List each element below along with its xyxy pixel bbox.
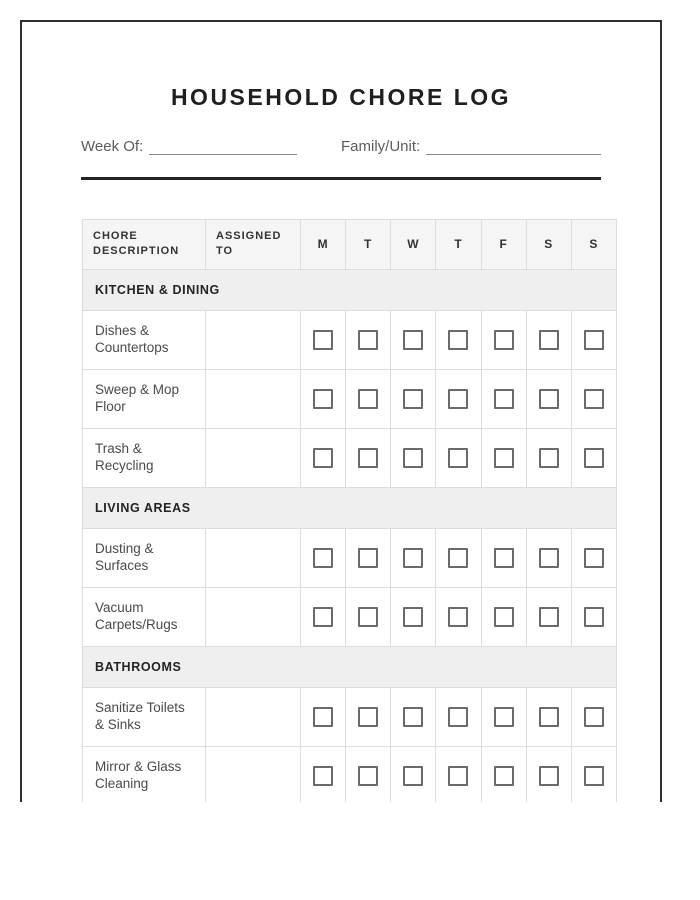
chore-table-body: [83, 269, 617, 802]
col-header-day-fri: F: [481, 219, 526, 269]
day-cell: [526, 587, 571, 646]
day-checkbox[interactable]: [584, 389, 604, 409]
day-cell: [391, 687, 436, 746]
day-checkbox[interactable]: [448, 389, 468, 409]
day-cell: [481, 587, 526, 646]
week-of-blank[interactable]: [149, 139, 297, 155]
day-checkbox[interactable]: [313, 707, 333, 727]
assigned-to-cell[interactable]: [206, 310, 301, 369]
header-divider: [81, 177, 601, 180]
day-checkbox[interactable]: [358, 707, 378, 727]
day-checkbox[interactable]: [494, 707, 514, 727]
chore-row: [83, 369, 617, 428]
header-row: [83, 219, 617, 269]
day-cell: [346, 310, 391, 369]
chore-description: Dishes & Countertops: [83, 310, 206, 369]
day-checkbox[interactable]: [448, 607, 468, 627]
day-cell: [301, 587, 346, 646]
day-cell: [391, 587, 436, 646]
chore-description: Dusting & Surfaces: [83, 528, 206, 587]
day-checkbox[interactable]: [403, 766, 423, 786]
day-cell: [391, 528, 436, 587]
day-cell: [346, 528, 391, 587]
day-checkbox[interactable]: [584, 330, 604, 350]
day-cell: [301, 687, 346, 746]
day-checkbox[interactable]: [358, 448, 378, 468]
section-label: LIVING AREAS: [83, 487, 617, 528]
day-cell: [391, 369, 436, 428]
page-title: HOUSEHOLD CHORE LOG: [170, 84, 512, 110]
col-header-day-wed: W: [391, 219, 436, 269]
week-of-label: Week Of:: [81, 137, 144, 155]
chore-row: [83, 587, 617, 646]
day-checkbox[interactable]: [403, 707, 423, 727]
chore-row: [83, 528, 617, 587]
section-row: [83, 269, 617, 310]
day-checkbox[interactable]: [313, 548, 333, 568]
day-checkbox[interactable]: [448, 766, 468, 786]
day-checkbox[interactable]: [539, 448, 559, 468]
day-cell: [436, 428, 481, 487]
day-cell: [526, 746, 571, 802]
day-checkbox[interactable]: [403, 389, 423, 409]
section-row: [83, 646, 617, 687]
assigned-to-cell[interactable]: [206, 687, 301, 746]
day-checkbox[interactable]: [494, 389, 514, 409]
chore-description: Trash & Recycling: [83, 428, 206, 487]
assigned-to-cell[interactable]: [206, 428, 301, 487]
day-checkbox[interactable]: [403, 448, 423, 468]
day-cell: [571, 587, 616, 646]
day-checkbox[interactable]: [358, 548, 378, 568]
chore-description: Sanitize Toilets & Sinks: [83, 687, 206, 746]
day-cell: [301, 369, 346, 428]
chore-description: Mirror & Glass Cleaning: [83, 746, 206, 802]
day-cell: [346, 369, 391, 428]
day-cell: [481, 310, 526, 369]
chore-table-header: [83, 219, 617, 269]
day-checkbox[interactable]: [584, 448, 604, 468]
col-header-day-tue: T: [346, 219, 391, 269]
col-header-day-sun: S: [571, 219, 616, 269]
day-cell: [526, 528, 571, 587]
day-checkbox[interactable]: [358, 389, 378, 409]
section-label: BATHROOMS: [83, 646, 617, 687]
day-checkbox[interactable]: [584, 607, 604, 627]
header-fields: [81, 138, 601, 155]
day-cell: [391, 310, 436, 369]
day-cell: [571, 687, 616, 746]
day-checkbox[interactable]: [358, 766, 378, 786]
col-header-day-sat: S: [526, 219, 571, 269]
day-checkbox[interactable]: [494, 607, 514, 627]
day-cell: [571, 428, 616, 487]
day-cell: [391, 746, 436, 802]
assigned-to-cell[interactable]: [206, 528, 301, 587]
chore-description: Sweep & Mop Floor: [83, 369, 206, 428]
section-label: KITCHEN & DINING: [83, 269, 617, 310]
day-cell: [526, 369, 571, 428]
assigned-to-cell[interactable]: [206, 587, 301, 646]
day-checkbox[interactable]: [313, 330, 333, 350]
day-checkbox[interactable]: [313, 448, 333, 468]
day-checkbox[interactable]: [539, 330, 559, 350]
page-header: [81, 84, 601, 180]
day-cell: [346, 587, 391, 646]
chore-description: Vacuum Carpets/Rugs: [83, 587, 206, 646]
chore-table: [82, 219, 617, 802]
day-cell: [571, 528, 616, 587]
day-cell: [301, 428, 346, 487]
day-cell: [436, 310, 481, 369]
col-header-chore-description: CHORE DESCRIPTION: [83, 219, 206, 269]
day-checkbox[interactable]: [494, 548, 514, 568]
day-checkbox[interactable]: [539, 548, 559, 568]
day-cell: [346, 687, 391, 746]
day-cell: [481, 746, 526, 802]
day-cell: [301, 528, 346, 587]
day-cell: [526, 310, 571, 369]
day-checkbox[interactable]: [539, 607, 559, 627]
day-checkbox[interactable]: [313, 607, 333, 627]
week-of-field: [81, 138, 341, 155]
day-cell: [436, 587, 481, 646]
day-checkbox[interactable]: [313, 389, 333, 409]
day-checkbox[interactable]: [403, 548, 423, 568]
day-checkbox[interactable]: [313, 766, 333, 786]
family-unit-blank[interactable]: [426, 139, 601, 155]
day-checkbox[interactable]: [584, 548, 604, 568]
day-cell: [481, 369, 526, 428]
day-cell: [571, 746, 616, 802]
col-header-day-mon: M: [301, 219, 346, 269]
day-cell: [526, 428, 571, 487]
chore-row: [83, 310, 617, 369]
day-checkbox[interactable]: [494, 448, 514, 468]
day-cell: [346, 746, 391, 802]
day-cell: [571, 369, 616, 428]
day-cell: [481, 528, 526, 587]
day-cell: [391, 428, 436, 487]
day-checkbox[interactable]: [539, 766, 559, 786]
chore-row: [83, 746, 617, 802]
day-cell: [526, 687, 571, 746]
family-unit-label: Family/Unit:: [341, 137, 421, 155]
assigned-to-cell[interactable]: [206, 369, 301, 428]
col-header-assigned-to: ASSIGNED TO: [206, 219, 301, 269]
day-cell: [436, 528, 481, 587]
day-checkbox[interactable]: [358, 607, 378, 627]
day-cell: [571, 310, 616, 369]
chore-row: [83, 428, 617, 487]
assigned-to-cell[interactable]: [206, 746, 301, 802]
day-checkbox[interactable]: [448, 707, 468, 727]
day-cell: [436, 369, 481, 428]
day-checkbox[interactable]: [584, 766, 604, 786]
day-cell: [436, 687, 481, 746]
col-header-day-thu: T: [436, 219, 481, 269]
chore-row: [83, 687, 617, 746]
day-checkbox[interactable]: [448, 448, 468, 468]
chore-log-page: [20, 20, 662, 802]
day-cell: [436, 746, 481, 802]
day-cell: [301, 310, 346, 369]
day-checkbox[interactable]: [448, 548, 468, 568]
day-checkbox[interactable]: [494, 330, 514, 350]
day-cell: [346, 428, 391, 487]
day-checkbox[interactable]: [539, 389, 559, 409]
day-cell: [301, 746, 346, 802]
family-unit-field: [341, 138, 601, 155]
day-checkbox[interactable]: [539, 707, 559, 727]
day-checkbox[interactable]: [403, 330, 423, 350]
section-row: [83, 487, 617, 528]
day-checkbox[interactable]: [448, 330, 468, 350]
day-checkbox[interactable]: [358, 330, 378, 350]
day-cell: [481, 428, 526, 487]
day-checkbox[interactable]: [403, 607, 423, 627]
day-cell: [481, 687, 526, 746]
day-checkbox[interactable]: [494, 766, 514, 786]
day-checkbox[interactable]: [584, 707, 604, 727]
